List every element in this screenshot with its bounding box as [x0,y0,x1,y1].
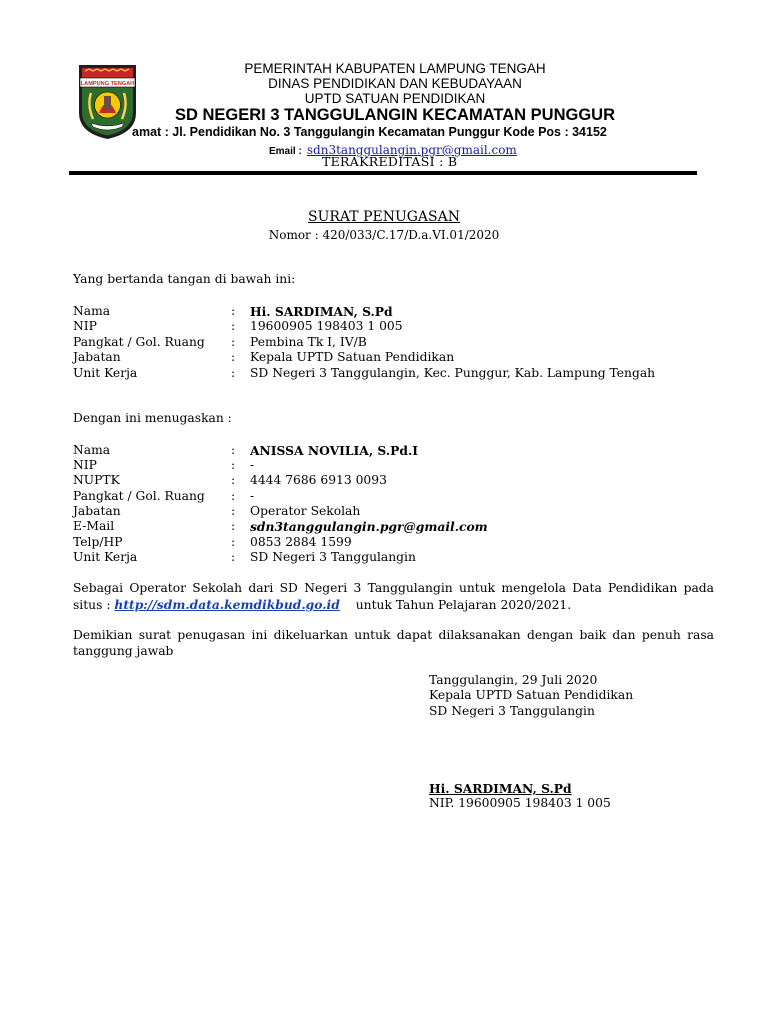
kop-department-line: DINAS PENDIDIKAN DAN KEBUDAYAAN [268,76,522,91]
field-label: Unit Kerja [73,550,138,564]
para1-line1: Sebagai Operator Sekolah dari SD Negeri 3 Tanggulangin untuk mengelola Data Pendidikan pada [73,581,714,595]
svg-text:LAMPUNG TENGAH: LAMPUNG TENGAH [80,81,135,87]
field-label: NIP [73,319,97,333]
field-label: Nama [73,304,111,318]
field-colon: : [231,504,236,518]
para1-suffix: untuk Tahun Pelajaran 2020/2021. [355,598,572,612]
field-value: Pembina Tk I, IV/B [250,335,367,349]
field-value: Hi. SARDIMAN, S.Pd [250,304,393,319]
field-label: E-Mail [73,519,115,533]
kop-email-link[interactable]: sdn3tanggulangin.pgr@gmail.com [306,143,517,157]
field-label: NUPTK [73,473,120,487]
field-value: 0853 2884 1599 [250,535,352,549]
field-value: SD Negeri 3 Tanggulangin, Kec. Punggur, Kab. Lampung Tengah [250,366,656,380]
field-value: - [250,489,255,503]
field-colon: : [231,473,236,487]
field-colon: : [231,443,236,457]
signature-school: SD Negeri 3 Tanggulangin [429,704,595,718]
field-colon: : [231,535,236,549]
field-label: Jabatan [73,350,121,364]
signature-position: Kepala UPTD Satuan Pendidikan [429,688,634,702]
kop-government-line: PEMERINTAH KABUPATEN LAMPUNG TENGAH [244,61,546,76]
field-value: 19600905 198403 1 005 [250,319,403,333]
signature-name: Hi. SARDIMAN, S.Pd [429,781,572,796]
kop-address: amat : Jl. Pendidikan No. 3 Tanggulangin Kecamatan Punggur Kode Pos : 34152 [132,125,607,139]
kop-school-name: SD NEGERI 3 TANGGULANGIN KECAMATAN PUNGGUR [174,106,615,124]
field-colon: : [231,458,236,472]
site-url-link[interactable]: http://sdm.data.kemdikbud.go.id [114,597,340,612]
kop-email-label: Email : [269,146,302,157]
field-label: Unit Kerja [73,366,138,380]
field-colon: : [231,550,236,564]
field-value: sdn3tanggulangin.pgr@gmail.com [250,519,488,534]
para1-line2 [73,597,571,612]
intro-text: Yang bertanda tangan di bawah ini: [73,272,296,286]
signature-nip: NIP. 19600905 198403 1 005 [429,796,611,810]
letter-title: SURAT PENUGASAN [308,209,460,225]
field-value: Kepala UPTD Satuan Pendidikan [250,350,455,364]
field-value: Operator Sekolah [250,504,361,518]
signature-place-date: Tanggulangin, 29 Juli 2020 [429,673,598,687]
field-label: NIP [73,458,97,472]
regency-emblem-logo [77,63,138,141]
header-divider [69,171,697,175]
field-value: SD Negeri 3 Tanggulangin [250,550,416,564]
field-value: ANISSA NOVILIA, S.Pd.I [250,443,418,458]
field-colon: : [231,304,236,318]
field-colon: : [231,350,236,364]
field-label: Pangkat / Gol. Ruang [73,335,205,349]
field-label: Nama [73,443,111,457]
assign-intro-text: Dengan ini menugaskan : [73,411,232,425]
field-label: Jabatan [73,504,121,518]
letter-number: Nomor : 420/033/C.17/D.a.VI.01/2020 [268,228,500,242]
field-colon: : [231,335,236,349]
field-colon: : [231,519,236,533]
kop-accreditation: TERAKREDITASI : B [322,154,458,169]
closing-paragraph: Demikian surat penugasan ini dikeluarkan untuk dapat dilaksanakan dengan baik dan penuh rasa tanggung jawab [73,628,714,658]
para1-prefix: situs : [73,598,115,612]
kop-unit-line: UPTD SATUAN PENDIDIKAN [304,91,486,106]
field-value: - [250,458,255,472]
field-colon: : [231,319,236,333]
field-value: 4444 7686 6913 0093 [250,473,387,487]
field-colon: : [231,366,236,380]
field-label: Pangkat / Gol. Ruang [73,489,205,503]
field-colon: : [231,489,236,503]
field-label: Telp/HP [73,535,123,549]
